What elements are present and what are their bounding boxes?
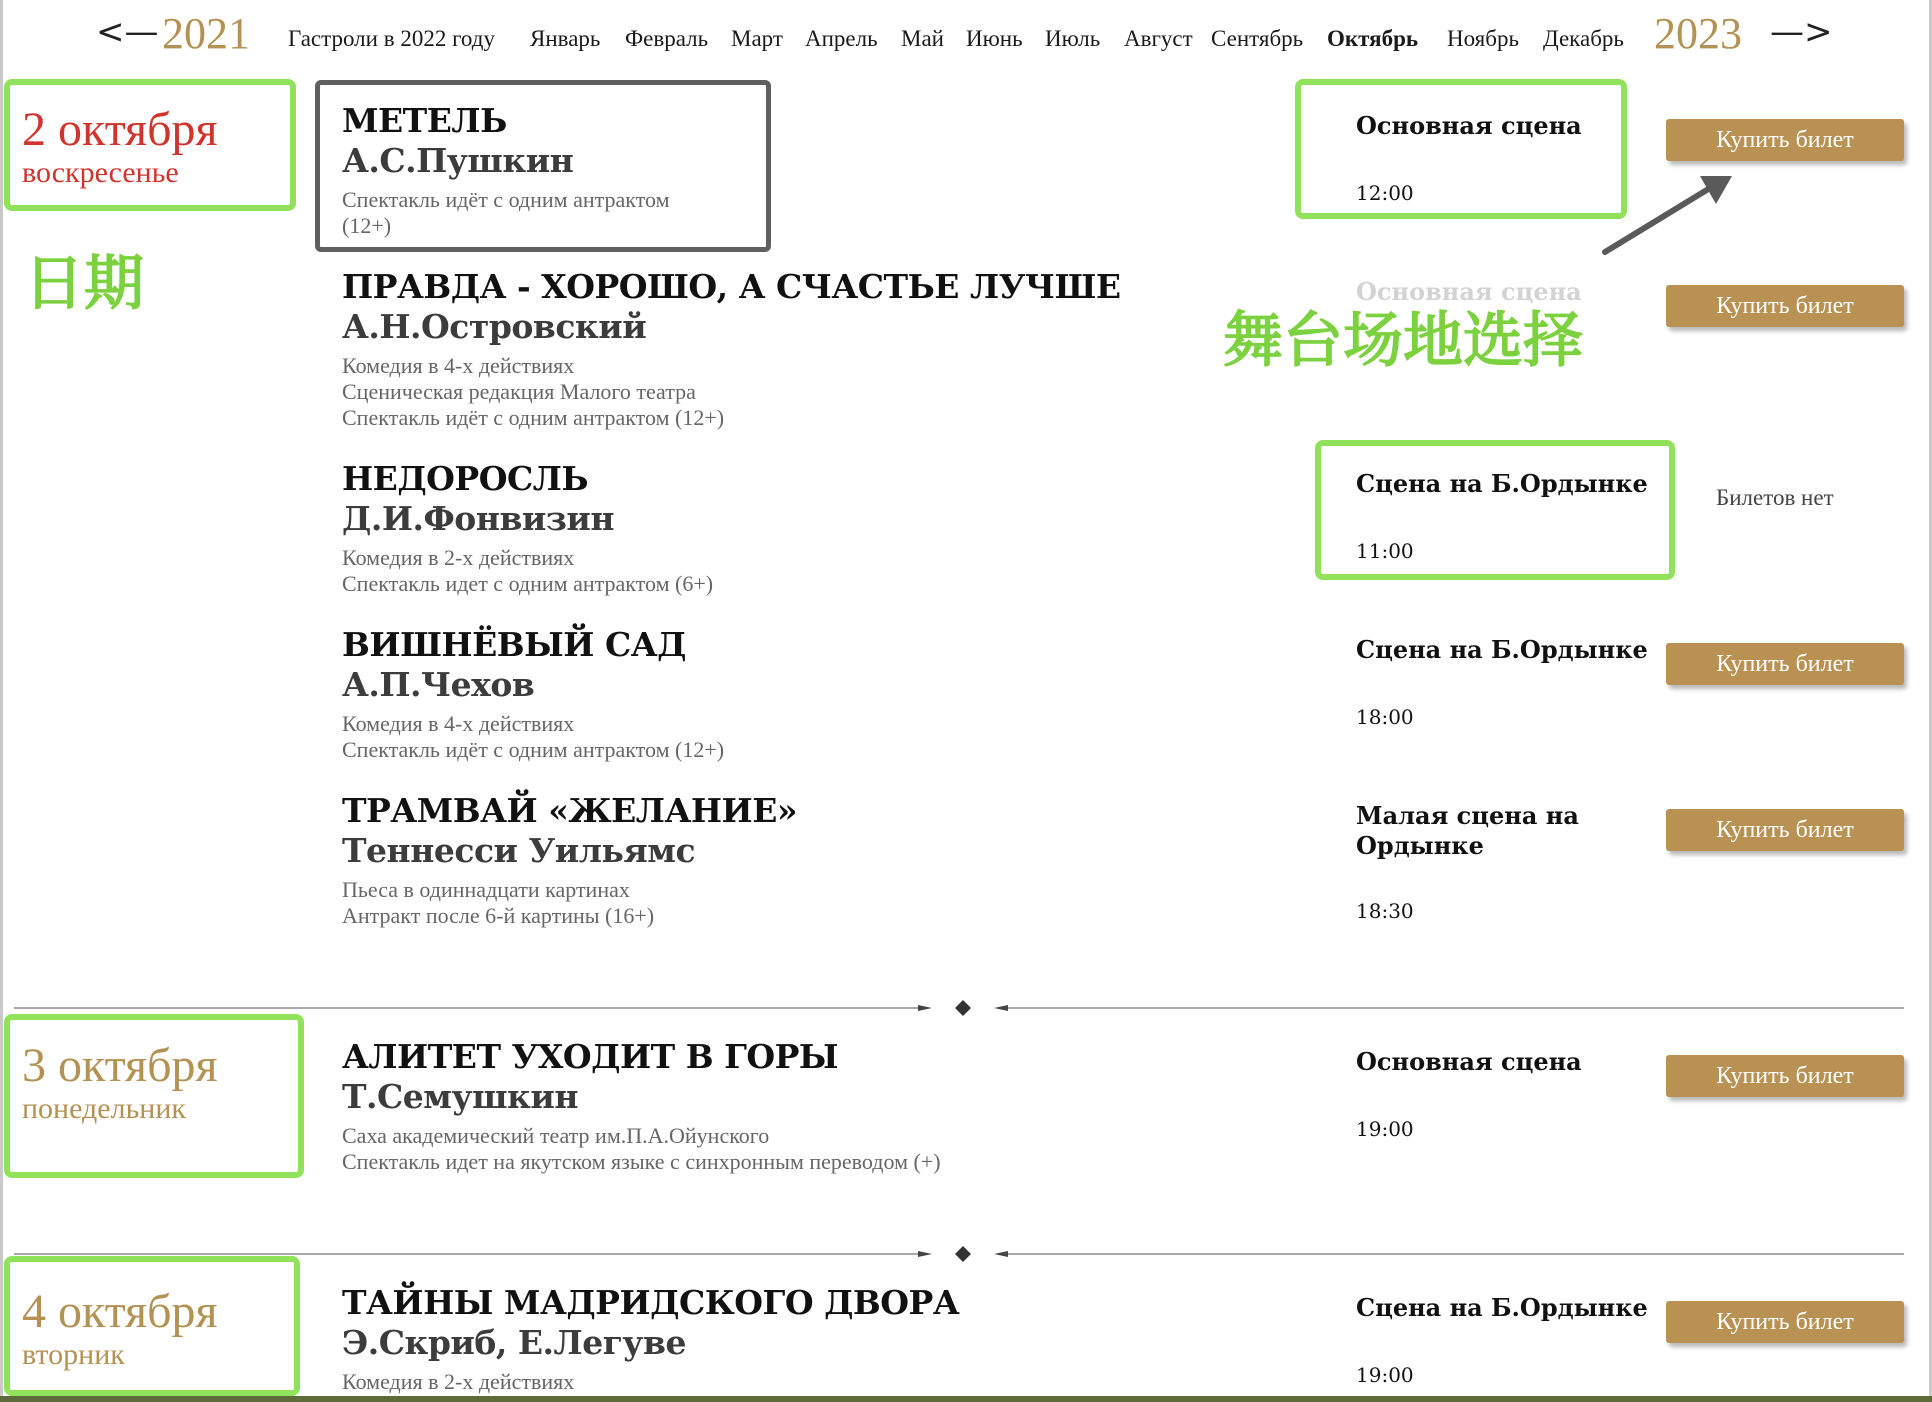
buy-ticket-button[interactable]: Купить билет [1666, 119, 1904, 161]
event-title[interactable]: ВИШНЁВЫЙ САД [342, 625, 686, 664]
venue-highlight-box [1295, 79, 1627, 219]
event-description [342, 711, 1242, 763]
event-venue [1356, 111, 1666, 205]
event-time: 19:00 [1356, 1363, 1414, 1387]
event-title[interactable]: МЕТЕЛЬ [342, 101, 507, 140]
nav-item-december[interactable]: Декабрь [1543, 26, 1624, 51]
next-year-arrow-icon[interactable]: —> [1770, 12, 1833, 52]
event-venue [1356, 1293, 1666, 1387]
event-venue [1356, 469, 1666, 563]
day-divider [14, 998, 1904, 1018]
nav-item-august[interactable]: Август [1124, 26, 1193, 51]
day-divider [14, 1244, 1904, 1264]
event-description-line: Сценическая редакция Малого театра [342, 379, 696, 404]
event-author: Т.Семушкин [342, 1077, 579, 1116]
event-item [342, 101, 1242, 239]
buy-ticket-button[interactable]: Купить билет [1666, 1301, 1904, 1343]
prev-year-link[interactable]: 2021 [162, 9, 250, 58]
buy-ticket-button[interactable]: Купить билет [1666, 643, 1904, 685]
buy-ticket-button[interactable]: Купить билет [1666, 285, 1904, 327]
event-description-line: Комедия в 2-х действиях [342, 545, 575, 570]
event-venue [1356, 801, 1666, 923]
buy-ticket-button[interactable]: Купить билет [1666, 1055, 1904, 1097]
page-frame-left [0, 0, 3, 1402]
event-description [342, 1123, 1242, 1175]
event-description-line: Комедия в 2-х действиях [342, 1369, 575, 1394]
event-description-line: Пьеса в одиннадцати картинах [342, 877, 630, 902]
nav-item-tours[interactable]: Гастроли в 2022 году [288, 26, 495, 51]
bottom-bar [0, 1396, 1932, 1402]
event-description-line: Антракт после 6-й картины (16+) [342, 903, 655, 928]
event-item [342, 1283, 1242, 1395]
event-description-line: Комедия в 4-х действиях [342, 711, 575, 736]
nav-item-november[interactable]: Ноябрь [1447, 26, 1519, 51]
event-description-line: Спектакль идет на якутском языке с синхронным переводом (+) [342, 1149, 941, 1174]
event-author: Теннесси Уильямс [342, 831, 696, 870]
event-author: Э.Скриб, Е.Легуве [342, 1323, 686, 1362]
event-time: 11:00 [1356, 539, 1414, 563]
venue-name: Малая сцена на Ордынке [1356, 801, 1579, 860]
event-venue [1356, 635, 1666, 729]
nav-item-march[interactable]: Март [731, 26, 783, 51]
date-weekday: воскресенье [22, 156, 179, 189]
date-day: 4 октября [22, 1285, 218, 1338]
event-time: 18:00 [1356, 705, 1414, 729]
venue-name: Основная сцена [1356, 277, 1582, 306]
next-year-link[interactable]: 2023 [1654, 9, 1742, 58]
event-description [342, 545, 1242, 597]
event-author: А.П.Чехов [342, 665, 535, 704]
event-title[interactable]: АЛИТЕТ УХОДИТ В ГОРЫ [342, 1037, 839, 1076]
date-block-oct-4 [22, 1286, 218, 1372]
nav-item-june[interactable]: Июнь [966, 26, 1023, 51]
event-author: Д.И.Фонвизин [342, 499, 615, 538]
date-day: 3 октября [22, 1039, 218, 1092]
event-description-line: (12+) [342, 213, 392, 238]
event-item [342, 791, 1242, 929]
event-description [342, 877, 1242, 929]
event-description [342, 187, 1242, 239]
event-item [342, 625, 1242, 763]
event-venue [1356, 277, 1666, 307]
date-annotation-label: 日期 [24, 249, 144, 319]
event-description-line: Спектакль идёт с одним антрактом [342, 187, 670, 212]
date-weekday: вторник [22, 1338, 125, 1371]
nav-item-february[interactable]: Февраль [625, 26, 709, 51]
no-tickets-label: Билетов нет [1716, 485, 1834, 510]
prev-year-arrow-icon[interactable]: <— [96, 12, 159, 52]
event-description-line: Саха академический театр им.П.А.Ойунского [342, 1123, 770, 1148]
event-description [342, 1369, 1242, 1395]
event-item [342, 459, 1242, 597]
date-block-oct-3 [22, 1040, 218, 1126]
event-time: 19:00 [1356, 1117, 1414, 1141]
event-item [342, 267, 1242, 431]
nav-item-september[interactable]: Сентябрь [1211, 26, 1304, 51]
event-title[interactable]: НЕДОРОСЛЬ [342, 459, 589, 498]
buy-ticket-button[interactable]: Купить билет [1666, 809, 1904, 851]
event-description-line: Спектакль идет с одним антрактом (6+) [342, 571, 714, 596]
nav-item-october[interactable]: Октябрь [1327, 26, 1419, 51]
event-time: 12:00 [1356, 181, 1414, 205]
month-navigation [0, 0, 1932, 72]
date-weekday: понедельник [22, 1092, 186, 1125]
nav-item-may[interactable]: Май [901, 26, 944, 51]
date-day: 2 октября [22, 103, 218, 156]
venue-name: Сцена на Б.Ордынке [1356, 1293, 1648, 1322]
nav-item-july[interactable]: Июль [1045, 26, 1101, 51]
event-description [342, 353, 1242, 431]
nav-item-april[interactable]: Апрель [805, 26, 878, 51]
event-description-line: Спектакль идёт с одним антрактом (12+) [342, 737, 725, 762]
event-time: 18:30 [1356, 899, 1414, 923]
venue-annotation-label: 舞台场地选择 [1223, 306, 1583, 376]
event-author: А.Н.Островский [342, 307, 647, 346]
event-title[interactable]: ТРАМВАЙ «ЖЕЛАНИЕ» [342, 791, 797, 830]
event-title[interactable]: ТАЙНЫ МАДРИДСКОГО ДВОРА [342, 1283, 960, 1322]
event-venue [1356, 1047, 1666, 1141]
event-title[interactable]: ПРАВДА - ХОРОШО, А СЧАСТЬЕ ЛУЧШЕ [342, 267, 1121, 306]
venue-name: Сцена на Б.Ордынке [1356, 635, 1648, 664]
annotation-arrow-icon [1600, 168, 1740, 260]
event-item [342, 1037, 1242, 1175]
event-description-line: Спектакль идёт с одним антрактом (12+) [342, 405, 725, 430]
event-description-line: Комедия в 4-х действиях [342, 353, 575, 378]
venue-name: Основная сцена [1356, 111, 1582, 140]
venue-name: Основная сцена [1356, 1047, 1582, 1076]
venue-name: Сцена на Б.Ордынке [1356, 469, 1648, 498]
nav-item-january[interactable]: Январь [530, 26, 601, 51]
event-author: А.С.Пушкин [342, 141, 574, 180]
date-block-oct-2 [22, 104, 218, 190]
